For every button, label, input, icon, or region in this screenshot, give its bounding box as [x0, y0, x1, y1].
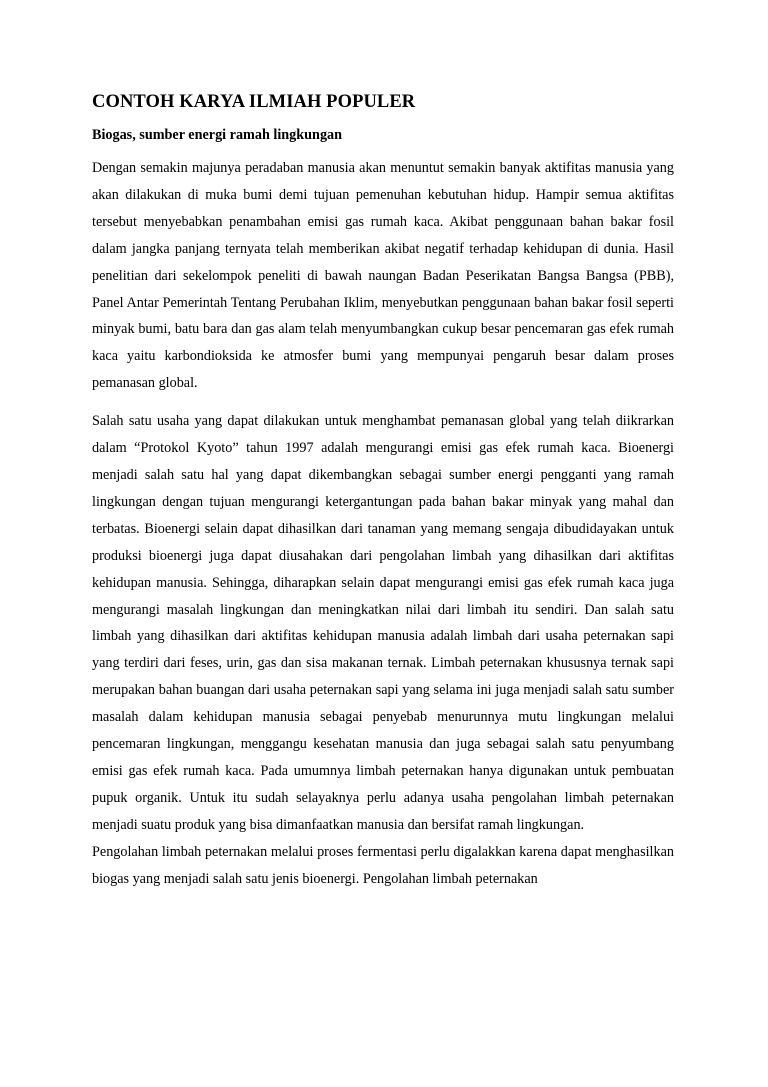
paragraph-2: Salah satu usaha yang dapat dilakukan untuk menghambat pemanasan global yang telah diikrarkan dalam “Protokol Kyoto” tahun 1997 adalah mengurangi emisi gas efek rumah kaca. Bioenergi menjadi salah satu hal yang dapat dikembangkan sebagai sumber energi pengganti yang ramah lingkungan dengan tujuan mengurangi ketergantungan pada bahan bakar minyak yang mahal dan terbatas. Bioenergi selain dapat dihasilkan dari tanaman yang memang sengaja dibudidayakan untuk produksi bioenergi juga dapat diusahakan dari pengolahan limbah yang dihasilkan dari aktifitas kehidupan manusia. Sehingga, diharapkan selain dapat mengurangi emisi gas efek rumah kaca juga mengurangi masalah lingkungan dan meningkatkan nilai dari limbah itu sendiri. Dan salah satu limbah yang dihasilkan dari aktifitas kehidupan manusia adalah limbah dari usaha peternakan sapi yang terdiri dari feses, urin, gas dan sisa makanan ternak. Limbah peternakan khususnya ternak sapi merupakan bahan buangan dari usaha peternakan sapi yang selama ini juga menjadi salah satu sumber masalah dalam kehidupan manusia sebagai penyebab menurunnya mutu lingkungan melalui pencemaran lingkungan, menggangu kesehatan manusia dan juga sebagai salah satu penyumbang emisi gas efek rumah kaca. Pada umumnya limbah peternakan hanya digunakan untuk pembuatan pupuk organik. Untuk itu sudah selayaknya perlu adanya usaha pengolahan limbah peternakan menjadi suatu produk yang bisa dimanfaatkan manusia dan bersifat ramah lingkungan.	[92, 413, 674, 833]
paragraph-3: Pengolahan limbah peternakan melalui proses fermentasi perlu digalakkan karena dapat menghasilkan biogas yang menjadi salah satu jenis bioenergi. Pengolahan limbah peternakan	[92, 843, 674, 887]
paragraph-spacer	[92, 397, 674, 408]
page-title: CONTOH KARYA ILMIAH POPULER	[92, 92, 416, 112]
paragraph-1: Dengan semakin majunya peradaban manusia akan menuntut semakin banyak aktifitas manusia yang akan dilakukan di muka bumi demi tujuan pemenuhan kebutuhan hidup. Hampir semua aktifitas tersebut menyebabkan penambahan emisi gas rumah kaca. Akibat penggunaan bahan bakar fosil dalam jangka panjang ternyata telah memberikan akibat negatif terhadap kehidupan di dunia. Hasil penelitian dari sekelompok peneliti di bawah naungan Badan Peserikatan Bangsa Bangsa (PBB), Panel Antar Pemerintah Tentang Perubahan Iklim, menyebutkan penggunaan bahan bakar fosil seperti minyak bumi, batu bara dan gas alam telah menyumbangkan cukup besar pencemaran gas efek rumah kaca yaitu karbondioksida ke atmosfer bumi yang mempunyai pengaruh besar dalam proses pemanasan global.	[92, 160, 674, 392]
article-subtitle: Biogas, sumber energi ramah lingkungan	[92, 127, 343, 143]
document-page	[92, 90, 674, 892]
